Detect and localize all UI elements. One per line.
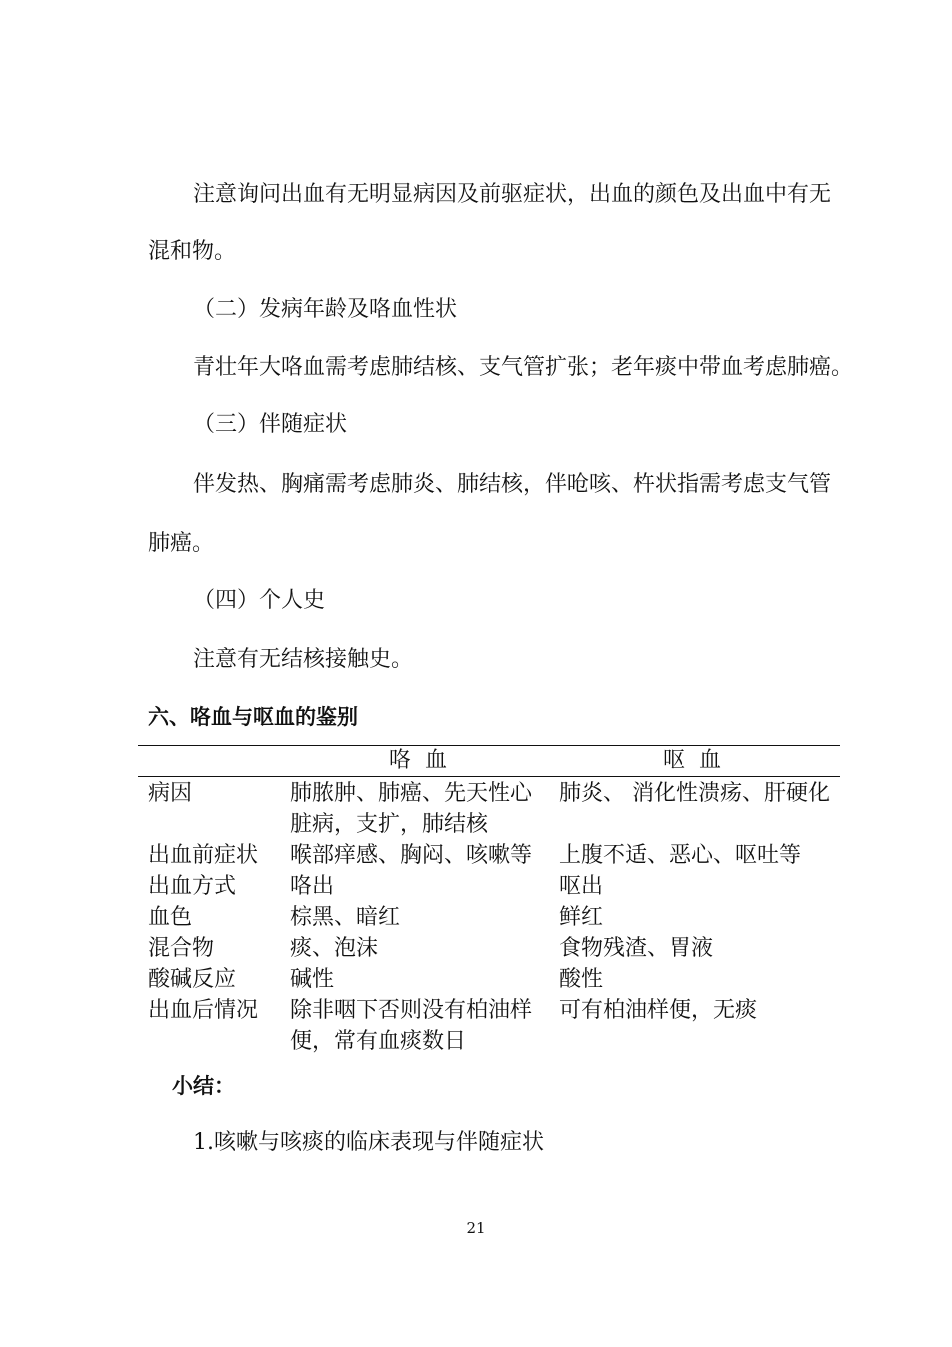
cell-hematemesis: 肺炎、 消化性溃疡、肝硬化 [559,781,830,806]
cell-hemoptysis: 棕黑、暗红 [290,905,401,930]
row-label-pre-symptoms: 出血前症状 [148,843,259,868]
cell-hemoptysis: 脏病，支扩，肺结核 [290,812,489,837]
cell-hematemesis: 可有柏油样便，无痰 [559,998,758,1023]
cell-hematemesis: 呕出 [559,874,604,899]
paragraph-line: 混和物。 [148,239,237,264]
column-header-hemoptysis: 咯血 [388,748,461,773]
cell-hemoptysis: 除非咽下否则没有柏油样 [290,998,533,1023]
paragraph-line: 注意询问出血有无明显病因及前驱症状，出血的颜色及出血中有无 [193,182,832,207]
subheading-age: （二）发病年龄及咯血性状 [193,297,458,322]
subheading-symptoms: （三）伴随症状 [193,412,348,437]
row-label-color: 血色 [148,905,193,930]
subheading-history: （四）个人史 [193,588,326,613]
row-label-cause: 病因 [148,781,193,806]
paragraph-line: 青壮年大咯血需考虑肺结核、支气管扩张；老年痰中带血考虑肺癌。 [193,355,854,380]
cell-hemoptysis: 痰、泡沫 [290,936,379,961]
table-header-rule [138,776,840,777]
column-header-hematemesis: 呕血 [662,748,735,773]
paragraph-line: 伴发热、胸痛需考虑肺炎、肺结核，伴呛咳、杵状指需考虑支气管 [193,472,832,497]
paragraph-line: 注意有无结核接触史。 [193,647,414,672]
cell-hematemesis: 鲜红 [559,905,604,930]
cell-hemoptysis: 肺脓肿、肺癌、先天性心 [290,781,533,806]
row-label-ph: 酸碱反应 [148,967,237,992]
row-label-manner: 出血方式 [148,874,237,899]
cell-hematemesis: 食物残渣、胃液 [559,936,714,961]
paragraph-line: 肺癌。 [148,531,215,556]
cell-hematemesis: 酸性 [559,967,604,992]
summary-item: 1.咳嗽与咳痰的临床表现与伴随症状 [193,1130,544,1155]
row-label-mixture: 混合物 [148,936,215,961]
page-number: 21 [466,1219,486,1237]
cell-hemoptysis: 咯出 [290,874,335,899]
cell-hemoptysis: 便，常有血痰数日 [290,1029,467,1054]
cell-hemoptysis: 喉部痒感、胸闷、咳嗽等 [290,843,533,868]
row-label-after: 出血后情况 [148,998,259,1023]
cell-hemoptysis: 碱性 [290,967,335,992]
cell-hematemesis: 上腹不适、恶心、呕吐等 [559,843,802,868]
section-title: 六、咯血与呕血的鉴别 [148,705,358,729]
summary-title: 小结： [172,1074,235,1098]
